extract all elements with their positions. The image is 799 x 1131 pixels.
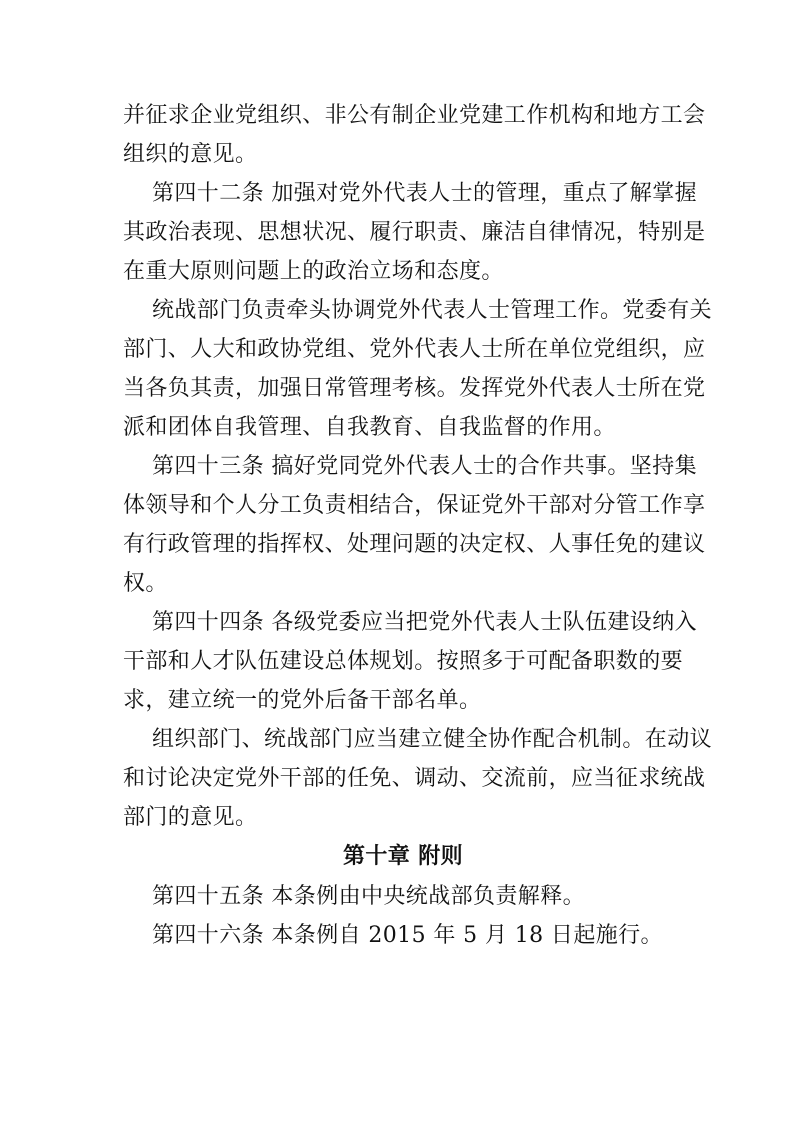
article-46-line: 第四十六条 本条例自 2015 年 5 月 18 日起施行。 <box>152 923 663 948</box>
article-43-line: 第四十三条 搞好党同党外代表人士的合作共事。坚持集 <box>152 454 697 479</box>
text-line: 干部和人才队伍建设总体规划。按照多于可配备职数的要 <box>123 649 684 674</box>
article-42-line: 第四十二条 加强对党外代表人士的管理，重点了解掌握 <box>152 181 697 206</box>
text-line: 派和团体自我管理、自我教育、自我监督的作用。 <box>123 415 616 440</box>
document-page <box>123 96 713 955</box>
text-line: 体领导和个人分工负责相结合，保证党外干部对分管工作享 <box>123 493 706 518</box>
text-line: 在重大原则问题上的政治立场和态度。 <box>123 259 504 284</box>
article-44-line: 第四十四条 各级党委应当把党外代表人士队伍建设纳入 <box>152 610 697 635</box>
text-line: 求，建立统一的党外后备干部名单。 <box>123 688 482 713</box>
paragraph-start-line: 统战部门负责牵头协调党外代表人士管理工作。党委有关 <box>152 298 713 323</box>
text-line: 部门、人大和政协党组、党外代表人士所在单位党组织，应 <box>123 337 706 362</box>
article-45-line: 第四十五条 本条例由中央统战部负责解释。 <box>152 884 585 909</box>
text-line: 当各负其责，加强日常管理考核。发挥党外代表人士所在党 <box>123 376 706 401</box>
text-line: 和讨论决定党外干部的任免、调动、交流前，应当征求统战 <box>123 766 706 791</box>
text-line: 有行政管理的指挥权、处理问题的决定权、人事任免的建议 <box>123 532 706 557</box>
text-line: 组织的意见。 <box>123 142 258 167</box>
text-line: 部门的意见。 <box>123 805 258 830</box>
text-line: 并征求企业党组织、非公有制企业党建工作机构和地方工会 <box>123 103 706 128</box>
text-line: 权。 <box>123 571 168 596</box>
paragraph-start-line: 组织部门、统战部门应当建立健全协作配合机制。在动议 <box>152 727 713 752</box>
text-line: 其政治表现、思想状况、履行职责、廉洁自律情况，特别是 <box>123 220 706 245</box>
chapter-heading: 第十章 附则 <box>342 844 464 869</box>
